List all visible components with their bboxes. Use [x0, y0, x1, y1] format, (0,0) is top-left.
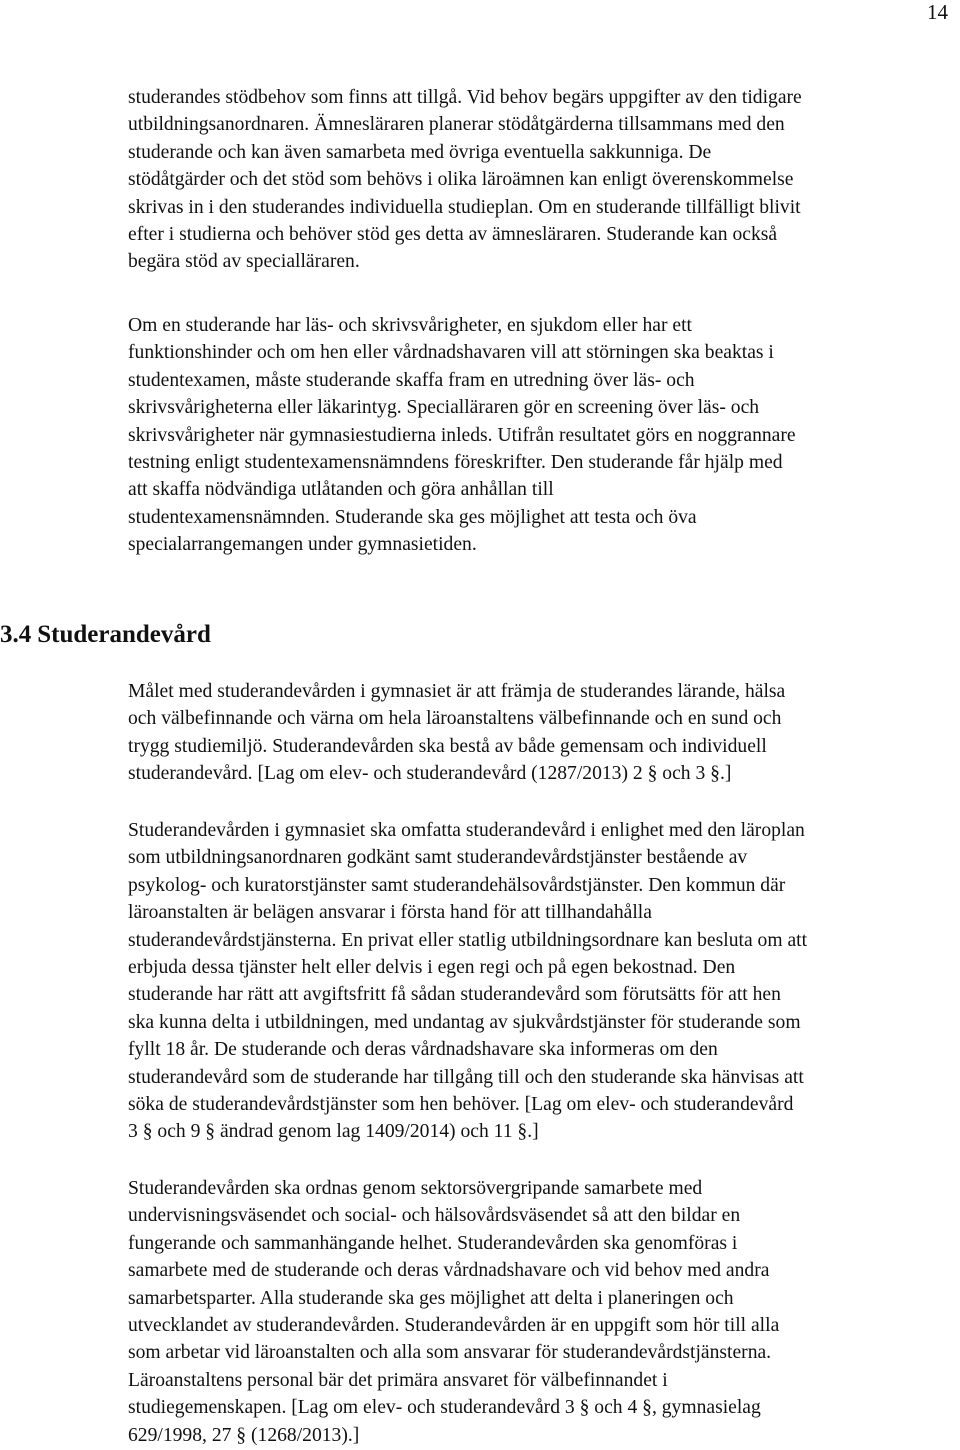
text-line: studerande har rätt att avgiftsfritt få sådan studerandevård som förutsätts för att hen: [128, 984, 781, 1006]
text-line: ska kunna delta i utbildningen, med undantag av sjukvårdstjänster för studerande som: [128, 1011, 801, 1033]
text-line: stödåtgärder och det stöd som behövs i olika läroämnen kan enligt överenskommelse: [128, 169, 794, 191]
text-line: skrivsvårigheterna eller läkarintyg. Specialläraren gör en screening över läs- och: [128, 397, 760, 419]
paragraph-cooperation: [128, 1175, 779, 1449]
text-line: fyllt 18 år. De studerande och deras vårdnadshavare ska informeras om den: [128, 1039, 718, 1061]
section-heading: [0, 619, 211, 651]
text-line: trygg studiemiljö. Studerandevården ska bestå av både gemensam och individuell: [128, 735, 767, 757]
section-title: Studerandevård: [37, 621, 211, 648]
text-line: att skaffa nödvändiga utlåtanden och göra anhållan till: [128, 479, 554, 501]
paragraph-reading-difficulties: [128, 312, 796, 559]
text-line: Målet med studerandevården i gymnasiet är att främja de studerandes lärande, hälsa: [128, 681, 786, 702]
section-number: 3.4: [0, 621, 32, 648]
text-line: fungerande och sammanhängande helhet. Studerandevården ska genomföras i: [128, 1232, 738, 1254]
text-line: studiegemenskapen. [Lag om elev- och studerandevård 3 § och 4 §, gymnasielag: [128, 1397, 761, 1419]
text-line: utbildningsanordnaren. Ämnesläraren planerar stödåtgärderna tillsammans med den: [128, 114, 785, 136]
text-line: skrivas in i den studerandes individuella studieplan. Om en studerande tillfälligt blivit: [128, 196, 801, 218]
text-line: Studerandevården ska ordnas genom sektorsövergripande samarbete med: [128, 1178, 703, 1199]
paragraph-scope: [128, 817, 807, 1146]
text-line: specialarrangemangen under gymnasietiden.: [128, 534, 477, 556]
text-line: samarbete med de studerande och deras vårdnadshavare och vid behov med andra: [128, 1260, 770, 1282]
text-line: psykolog- och kuratorstjänster samt studerandehälsovårdstjänster. Den kommun där: [128, 874, 786, 896]
text-line: studerande och kan även samarbeta med övriga eventuella sakkunniga. De: [128, 141, 712, 163]
text-line: studerandevård. [Lag om elev- och studerandevård (1287/2013) 2 § och 3 §.]: [128, 763, 732, 785]
text-line: 629/1998, 27 § (1268/2013).]: [128, 1424, 360, 1446]
text-line: Om en studerande har läs- och skrivsvårigheter, en sjukdom eller har ett: [128, 315, 692, 336]
text-line: testning enligt studentexamensnämndens föreskrifter. Den studerande får hjälp med: [128, 452, 783, 474]
text-line: söka de studerandevårdstjänster som hen behöver. [Lag om elev- och studerandevård: [128, 1094, 794, 1116]
text-line: utvecklandet av studerandevården. Studerandevården är en uppgift som hör till alla: [128, 1315, 780, 1337]
text-line: studerandevård som de studerande har tillgång till och den studerande ska hänvisas att: [128, 1066, 804, 1088]
text-line: och välbefinnande och värna om hela läroanstaltens välbefinnande och en sund och: [128, 708, 782, 730]
text-line: läroanstalten är belägen ansvarar i första hand för att tillhandahålla: [128, 902, 652, 924]
text-line: 3 § och 9 § ändrad genom lag 1409/2014) och 11 §.]: [128, 1121, 539, 1143]
paragraph-support-needs: [128, 84, 802, 276]
text-line: funktionshinder och om hen eller vårdnadshavaren vill att störningen ska beaktas i: [128, 342, 774, 364]
text-line: studerandes stödbehov som finns att tillgå. Vid behov begärs uppgifter av den tidigare: [128, 87, 802, 108]
text-line: erbjuda dessa tjänster helt eller delvis i egen regi och på egen bekostnad. Den: [128, 957, 736, 979]
text-line: studerandevårdstjänsterna. En privat eller statlig utbildningsordnare kan besluta om att: [128, 929, 808, 951]
text-line: Studerandevården i gymnasiet ska omfatta studerandevård i enlighet med den läroplan: [128, 820, 805, 841]
text-line: begära stöd av specialläraren.: [128, 251, 360, 273]
paragraph-goal: [128, 678, 785, 788]
text-line: efter i studierna och behöver stöd ges detta av ämnesläraren. Studerande kan också: [128, 224, 778, 246]
text-line: som arbetar vid läroanstalten och alla som ansvarar för studerandevårdstjänsterna.: [128, 1342, 772, 1364]
text-line: samarbetsparter. Alla studerande ska ges möjlighet att delta i planeringen och: [128, 1287, 734, 1309]
page-number: 14: [927, 0, 948, 24]
text-line: studentexamen, måste studerande skaffa fram en utredning över läs- och: [128, 369, 695, 391]
text-line: skrivsvårigheter när gymnasiestudierna inleds. Utifrån resultatet görs en noggrannare: [128, 424, 796, 446]
text-line: undervisningsväsendet och social- och hälsovårdsväsendet så att den bildar en: [128, 1205, 741, 1227]
text-line: som utbildningsanordnaren godkänt samt studerandevårdstjänster bestående av: [128, 847, 748, 869]
text-line: studentexamensnämnden. Studerande ska ges möjlighet att testa och öva: [128, 506, 697, 528]
text-line: Läroanstaltens personal bär det primära ansvaret för välbefinnandet i: [128, 1369, 668, 1391]
